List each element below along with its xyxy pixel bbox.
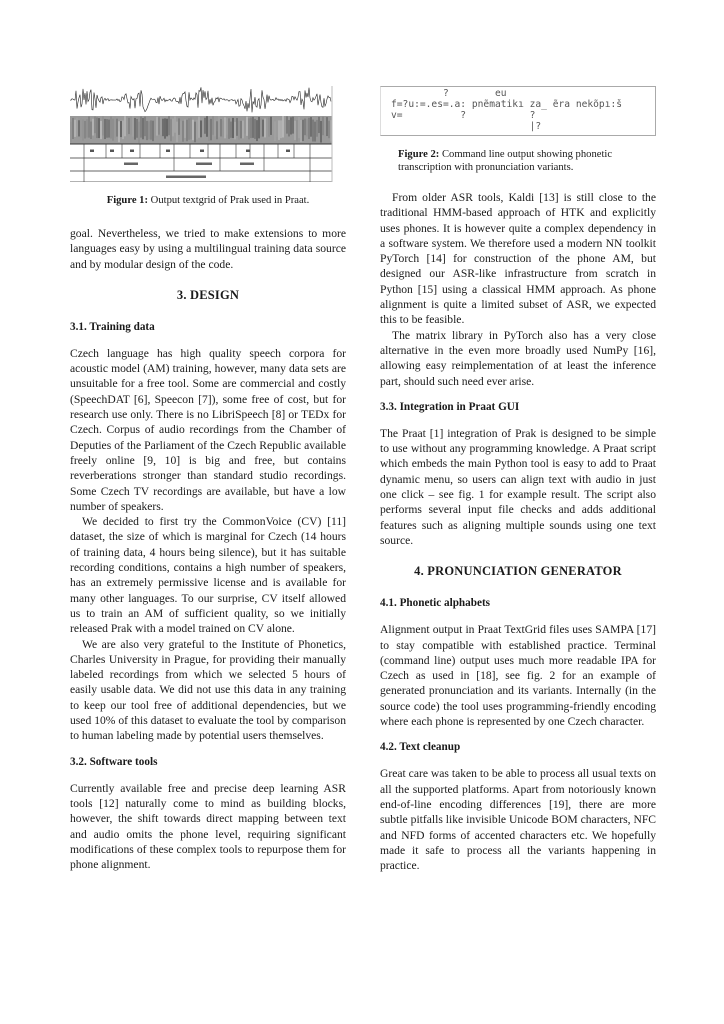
section-3-heading: 3. DESIGN	[176, 287, 240, 302]
terminal-line-4: |?	[391, 121, 542, 132]
paragraph-3-1-a: Czech language has high quality speech corpora for acoustic model (AM) training, however, many data sets are unsuitable for a free tool. Some are commercial and costly (SpeechDAT [6], Speecon [7]), some free of cost, but for research use only. There is no LibriSpeech [8] or TEDx for Czech. Corpus of audio recordings from the Chamber of Deputies of the Parliament of the Czech Republic available freely online [9, 10] is big and free, but contains reverberations stronger than standard studio recordings. Some Czech TV recordings are available, but have a low number of speakers.	[70, 346, 346, 513]
figure-1-text: Output textgrid of Prak used in Praat.	[150, 195, 310, 206]
subsection-3-1-heading: 3.1. Training data	[70, 320, 155, 333]
figure-2-terminal-output	[380, 86, 656, 136]
figure-2-text: Command line output showing phonetic transcription with pronunciation variants.	[398, 149, 613, 173]
paragraph-3-2-c: The matrix library in PyTorch also has a very close alternative in the even more broadly used NumPy [16], allowing easy reimplementation of at least the inference part, should such need ever arise.	[380, 328, 656, 388]
subsection-4-1-heading: 4.1. Phonetic alphabets	[380, 597, 491, 610]
subsection-3-3-heading: 3.3. Integration in Praat GUI	[380, 400, 520, 413]
paragraph-4-1: Alignment output in Praat TextGrid files uses SAMPA [17] to stay compatible with established practice. Terminal (command line) output uses much more readable IPA for Czech as used in [18], see fig. 2 for an example of generated pronunciation and its variants. Internally (in the source code) the tool uses programming-friendly encoding where each phone is represented by one Czech character.	[380, 623, 656, 729]
section-4-heading: 4. PRONUNCIATION GENERATOR	[414, 564, 622, 579]
terminal-line-3: v= ? ?	[391, 110, 536, 121]
right-column	[380, 86, 656, 873]
figure-1-label: Figure 1:	[106, 195, 149, 206]
left-column	[70, 86, 346, 872]
figure-2-label: Figure 2:	[398, 149, 440, 160]
terminal-line-2: f=?u:=.es=.a: pnẽmatikı za_ ẽra nekõpı:š	[391, 99, 623, 110]
paragraph-4-2: Great care was taken to be able to process all usual texts on all the supported platforms. Apart from notoriously known end-of-line encoding differences [19], there are more subtle pitfalls like invisible Unicode BOM characters, NFC and NFD forms of accented characters etc. We hopefully made it safe to process all the variants happening in practice.	[380, 767, 656, 873]
paragraph-3-1-b: We decided to first try the CommonVoice (CV) [11] dataset, the size of which is marginal for Czech (14 hours of training data, 4 hours being silence), but it has suitable recording conditions, contains a high number of speakers, has an extremely permissive license and is available for many other languages. To our surprise, CV itself allowed us to train an AM of sufficient quality, so we initially released Prak with a model trained on CV alone.	[70, 515, 346, 636]
terminal-line-1: ? eu	[391, 88, 507, 99]
figure-2-caption	[398, 148, 648, 174]
paragraph-3-2-b: From older ASR tools, Kaldi [13] is still close to the traditional HMM-based approach of HTK and explicitly uses phones. It is however quite a complex dependency in a software system. We therefore used a modern NN toolkit PyTorch [14] for construction of the phone AM, but designed our ASR-like infrastructure from scratch in Python [15] using a classical HMM approach. As phone alignment is quite a limited subset of ASR, we expected this to be feasible.	[380, 191, 656, 327]
subsection-3-2-heading: 3.2. Software tools	[70, 755, 158, 768]
subsection-4-2-heading: 4.2. Text cleanup	[380, 741, 461, 754]
figure-1-caption	[70, 194, 346, 207]
paragraph-3-1-c: We are also very grateful to the Institute of Phonetics, Charles University in Prague, for providing their manually labeled recordings from which we selected 5 hours of easily usable data. We did not use this data in any training to keep our tool free of additional dependencies, but we used 10% of this dataset to evaluate the tool by comparison to human labeling made by potential users themselves.	[70, 637, 346, 743]
figure-1-textgrid	[70, 86, 346, 182]
paragraph-3-2-a: Currently available free and precise deep learning ASR tools [12] naturally come to mind as building blocks, however, the shift towards direct mapping between text and audio omits the phone level, requiring significant modifications of these complex tools to repurpose them for phone alignment.	[70, 781, 346, 872]
paragraph-intro: goal. Nevertheless, we tried to make extensions to more languages easy by using a multilingual training data source and by modular design of the code.	[70, 227, 346, 271]
paragraph-3-3: The Praat [1] integration of Prak is designed to be simple to use without any programming knowledge. A Praat script which embeds the main Python tool is easy to add to Praat dynamic menu, so users can align text with audio in just one click – see fig. 1 for example result. The script also performs several input file checks and adds additional features such as aligning multiple sounds using one text source.	[380, 426, 656, 547]
textgrid-image	[70, 86, 346, 182]
